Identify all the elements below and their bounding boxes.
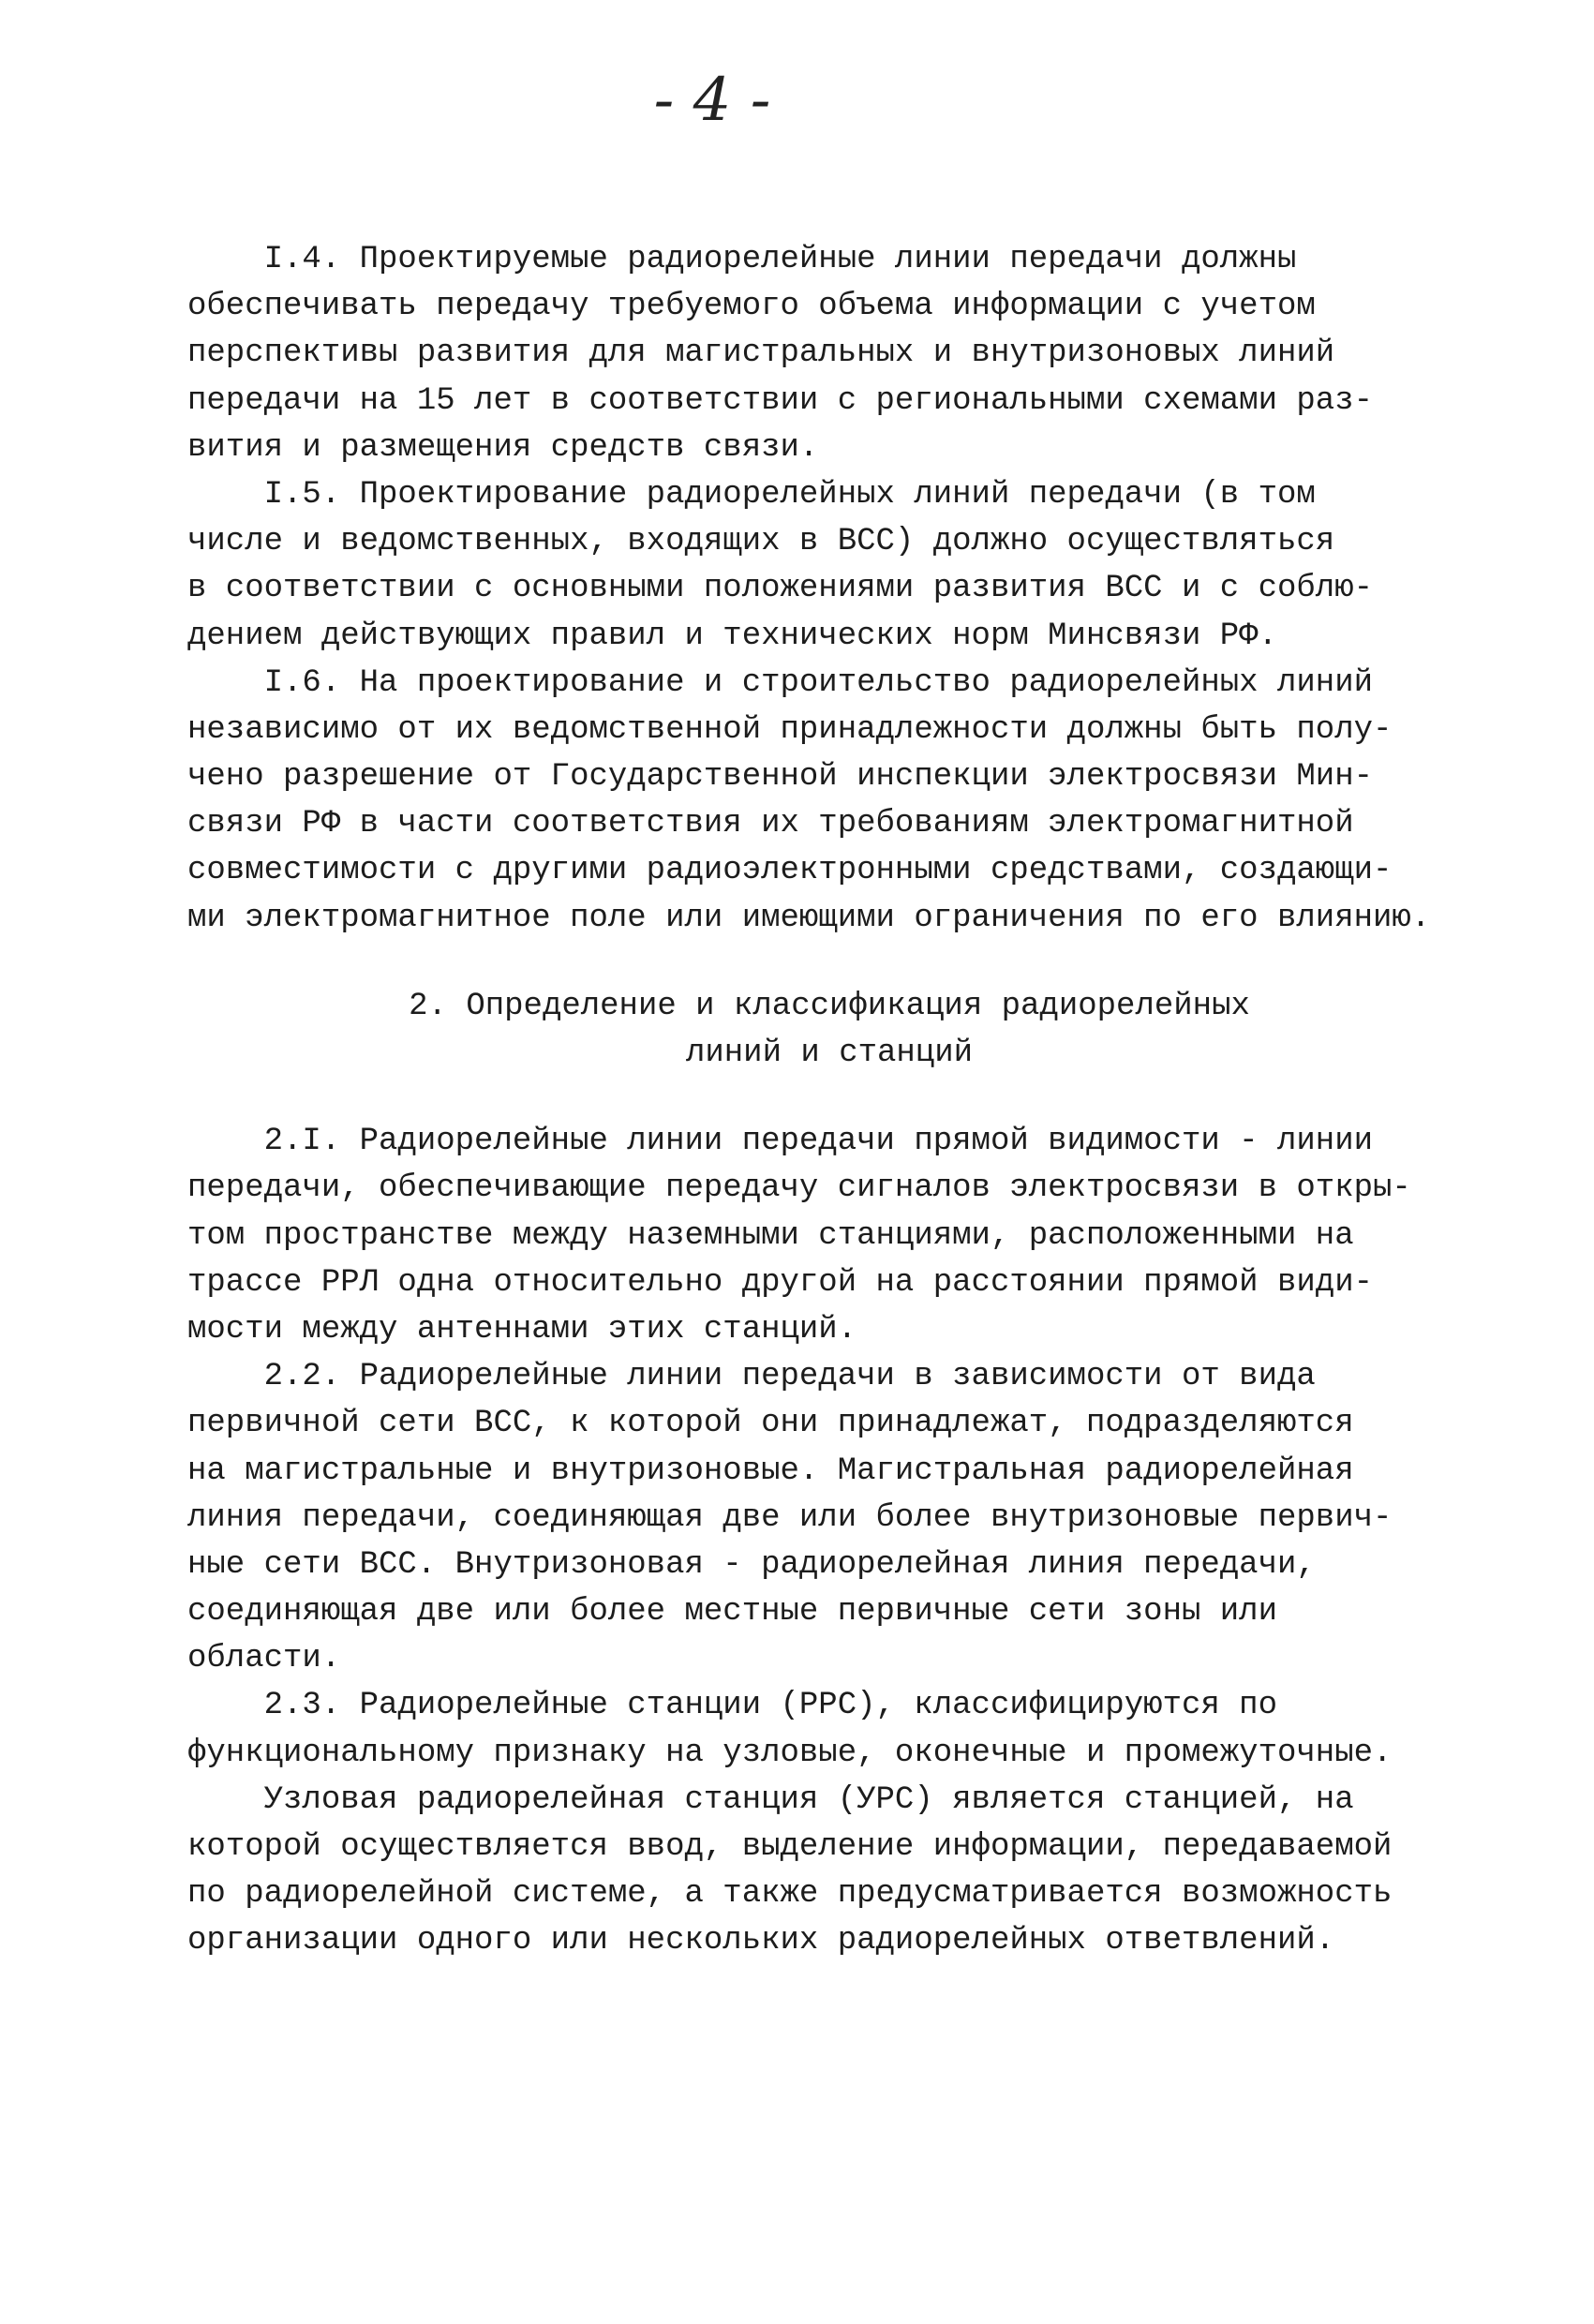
text-line: вития и размещения средств связи.	[187, 429, 819, 466]
text-line: передачи, обеспечивающие передачу сигналов электросвязи в откры-	[187, 1170, 1411, 1207]
text-line: линия передачи, соединяющая две или более внутризоновые первич-	[187, 1499, 1393, 1536]
page-number: - 4 -	[653, 66, 771, 135]
heading-line: 2. Определение и классификация радиорелейных	[409, 988, 1250, 1024]
text-line: связи РФ в части соответствия их требованиям электромагнитной	[187, 806, 1354, 842]
text-line: I.4. Проектируемые радиорелейные линии передачи должны	[187, 242, 1297, 277]
text-line: дением действующих правил и технических норм Минсвязи РФ.	[187, 618, 1277, 654]
text-line: совместимости с другими радиоэлектронными средствами, создающи-	[187, 853, 1393, 889]
text-line: I.6. На проектирование и строительство радиорелейных линий	[187, 664, 1374, 701]
text-line: чено разрешение от Государственной инспекции электросвязи Мин-	[187, 759, 1374, 796]
paragraph-2-3	[187, 1682, 1471, 1776]
text-line: ные сети ВСС. Внутризоновая - радиорелейная линия передачи,	[187, 1546, 1316, 1583]
section-2-heading	[187, 983, 1471, 1077]
document-body	[187, 236, 1471, 1965]
text-line: по радиорелейной системе, а также предусматривается возможность	[187, 1876, 1393, 1913]
text-line: I.5. Проектирование радиорелейных линий передачи (в том	[187, 476, 1316, 513]
text-line: области.	[187, 1641, 341, 1677]
text-line: на магистральные и внутризоновые. Магистральная радиорелейная	[187, 1452, 1354, 1489]
paragraph-1-6	[187, 660, 1471, 942]
text-line: организации одного или нескольких радиорелейных ответвлений.	[187, 1923, 1335, 1959]
text-line: числе и ведомственных, входящих в ВСС) должно осуществляться	[187, 524, 1335, 560]
text-line: независимо от их ведомственной принадлежности должны быть полу-	[187, 711, 1393, 748]
heading-line: линий и станций	[685, 1035, 974, 1071]
text-line: 2.I. Радиорелейные линии передачи прямой видимости - линии	[187, 1124, 1374, 1160]
text-line: первичной сети ВСС, к которой они принадлежат, подразделяются	[187, 1406, 1354, 1442]
text-line: 2.3. Радиорелейные станции (РРС), классифицируются по	[187, 1688, 1277, 1724]
text-line: которой осуществляется ввод, выделение информации, передаваемой	[187, 1829, 1393, 1865]
text-line: том пространстве между наземными станциями, расположенными на	[187, 1217, 1354, 1254]
paragraph-2-2	[187, 1353, 1471, 1682]
text-line: соединяющая две или более местные первичные сети зоны или	[187, 1594, 1277, 1631]
text-line: обеспечивать передачу требуемого объема информации с учетом	[187, 289, 1316, 325]
paragraph-1-4	[187, 236, 1471, 471]
text-line: ми электромагнитное поле или имеющими ограничения по его влиянию.	[187, 900, 1431, 936]
text-line: перспективы развития для магистральных и внутризоновых линий	[187, 335, 1335, 372]
text-line: в соответствии с основными положениями развития ВСС и с соблю-	[187, 571, 1374, 607]
text-line: трассе РРЛ одна относительно другой на расстоянии прямой види-	[187, 1264, 1374, 1301]
paragraph-2-1	[187, 1118, 1471, 1353]
text-line: передачи на 15 лет в соответствии с региональными схемами раз-	[187, 382, 1374, 419]
paragraph-1-5	[187, 471, 1471, 660]
text-line: функциональному признаку на узловые, оконечные и промежуточные.	[187, 1735, 1393, 1771]
text-line: 2.2. Радиорелейные линии передачи в зависимости от вида	[187, 1359, 1316, 1395]
paragraph-2-3-nodal-station	[187, 1777, 1471, 1965]
text-line: Узловая радиорелейная станция (УРС) является станцией, на	[187, 1781, 1354, 1818]
text-line: мости между антеннами этих станций.	[187, 1311, 857, 1348]
